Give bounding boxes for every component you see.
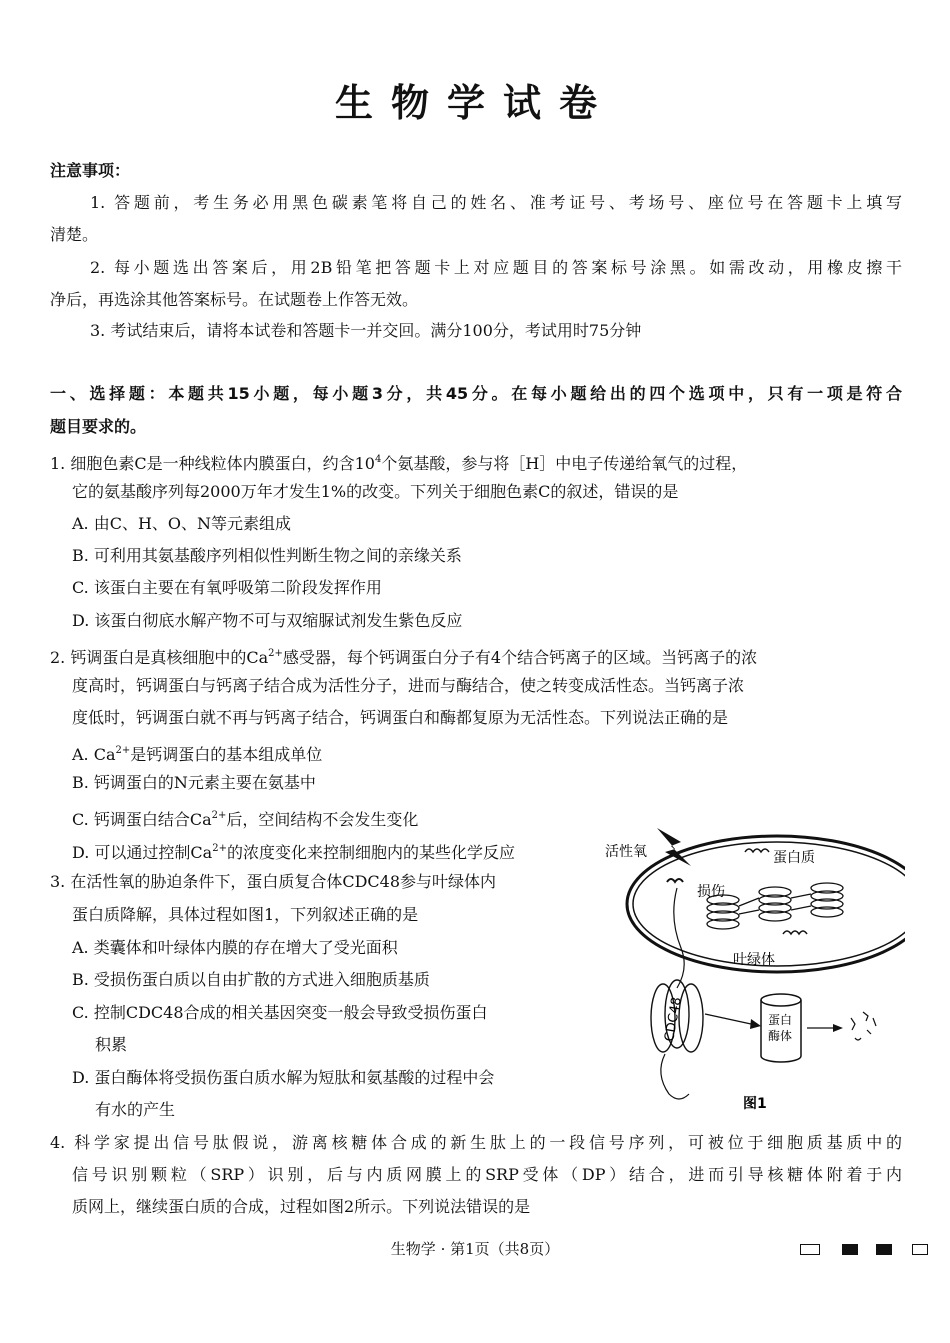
label-protein: 蛋白质: [773, 850, 815, 866]
q1-stem-part-a: 1. 细胞色素C是一种线粒体内膜蛋白，约含10: [50, 454, 375, 473]
figure-1-diagram: [605, 822, 905, 1114]
q1-stem-superscript: 4: [374, 454, 382, 465]
proteasome-icon: [761, 994, 801, 1062]
figure-caption: 图1: [743, 1096, 767, 1112]
q3-option-c: C. 控制CDC48合成的相关基因突变一般会导致受损伤蛋白: [72, 1003, 488, 1022]
thylakoid-stacks: [707, 883, 843, 929]
label-proteasome-1: 蛋白: [768, 1013, 793, 1027]
label-damage: 损伤: [697, 884, 725, 900]
peptide-fragments-icon: [851, 1012, 876, 1040]
notice-item-2-cont: 净后，再选涂其他答案标号。在试题卷上作答无效。: [50, 290, 419, 309]
q1-option-b: B. 可利用其氨基酸序列相似性判断生物之间的亲缘关系: [72, 546, 462, 565]
damaged-protein-icon: [667, 879, 683, 882]
q3-option-c-cont: 积累: [95, 1035, 128, 1054]
q3-option-d: D. 蛋白酶体将受损伤蛋白质水解为短肽和氨基酸的过程中会: [72, 1068, 495, 1087]
q3-stem-line1: 3. 在活性氧的胁迫条件下，蛋白质复合体CDC48参与叶绿体内: [50, 872, 497, 891]
q2-option-a: [72, 740, 322, 766]
q2-option-a-part-b: 是钙调蛋白的基本组成单位: [130, 745, 323, 764]
print-mark-hollow-2: [912, 1244, 928, 1255]
damaged-protein-chain: [674, 888, 684, 988]
print-marks: [800, 1240, 940, 1260]
q2-option-a-part-a: A. Ca: [72, 745, 116, 764]
figure-1: [605, 822, 905, 1114]
q2-stem-line1: [50, 643, 757, 669]
q2-option-d-part-b: 的浓度变化来控制细胞内的某些化学反应: [226, 843, 515, 862]
q2-option-c-superscript: 2+: [211, 810, 227, 821]
q3-stem-line2: 蛋白质降解，具体过程如图1，下列叙述正确的是: [72, 905, 419, 924]
print-mark-filled-2: [876, 1244, 892, 1255]
q4-stem-line3: 质网上，继续蛋白质的合成，过程如图2所示。下列说法错误的是: [72, 1197, 531, 1216]
print-mark-filled: [842, 1244, 858, 1255]
q2-stem-superscript: 2+: [268, 648, 283, 659]
notice-heading: 注意事项：: [50, 161, 131, 180]
q2-option-c-part-a: C. 钙调蛋白结合Ca: [72, 810, 212, 829]
notice-item-2: 2. 每小题选出答案后，用2B铅笔把答题卡上对应题目的答案标号涂黑。如需改动，用橡皮擦干: [90, 258, 902, 277]
arrow-to-proteasome: [705, 1014, 751, 1024]
notice-item-1-cont: 清楚。: [50, 225, 99, 244]
q1-option-a: A. 由C、H、O、N等元素组成: [72, 514, 292, 533]
page-footer: 生物学 · 第1页（共8页）: [390, 1240, 560, 1258]
q2-option-d-superscript: 2+: [212, 843, 227, 854]
label-chloroplast: 叶绿体: [733, 952, 775, 968]
notice-item-3: 3. 考试结束后，请将本试卷和答题卡一并交回。满分100分，考试用时75分钟: [90, 321, 642, 340]
arrow-head: [750, 1019, 761, 1029]
q2-option-a-superscript: 2+: [115, 745, 131, 756]
q2-stem-line2: 度高时，钙调蛋白与钙离子结合成为活性分子，进而与酶结合，使之转变成活性态。当钙离子浓: [72, 676, 745, 695]
page-title: 生物学试卷: [334, 81, 615, 125]
q3-option-a: A. 类囊体和叶绿体内膜的存在增大了受光面积: [72, 938, 398, 957]
q1-option-d: D. 该蛋白彻底水解产物不可与双缩脲试剂发生紫色反应: [72, 611, 463, 630]
q2-stem-part-b: 感受器，每个钙调蛋白分子有4个结合钙离子的区域。当钙离子的浓: [282, 648, 758, 667]
section-heading: 一、选择题：本题共15小题，每小题3分，共45分。在每小题给出的四个选项中，只有一项是符合: [50, 384, 902, 403]
q2-stem-line3: 度低时，钙调蛋白就不再与钙离子结合，钙调蛋白和酶都复原为无活性态。下列说法正确的是: [72, 708, 729, 727]
q3-option-b: B. 受损伤蛋白质以自由扩散的方式进入细胞质基质: [72, 970, 430, 989]
q1-stem-line2: 它的氨基酸序列每2000万年才发生1%的改变。下列关于细胞色素C的叙述，错误的是: [72, 482, 679, 501]
protein-coil-icon: [745, 849, 769, 852]
q2-option-d-part-a: D. 可以通过控制Ca: [72, 843, 213, 862]
q2-stem-part-a: 2. 钙调蛋白是真核细胞中的Ca: [50, 648, 269, 667]
print-mark-hollow: [800, 1244, 820, 1255]
q1-option-c: C. 该蛋白主要在有氧呼吸第二阶段发挥作用: [72, 578, 382, 597]
label-proteasome-2: 酶体: [768, 1029, 793, 1043]
q2-option-b: B. 钙调蛋白的N元素主要在氨基中: [72, 773, 316, 792]
q4-stem-line2: 信号识别颗粒（SRP）识别，后与内质网膜上的SRP受体（DP）结合，进而引导核糖体附着于内: [72, 1165, 902, 1184]
arrow-head-2: [833, 1024, 843, 1032]
q1-stem-line1: [50, 449, 747, 475]
section-heading-cont: 题目要求的。: [50, 417, 147, 436]
protein-chain-exit: [661, 1054, 689, 1099]
label-ros: 活性氧: [605, 844, 647, 860]
q4-stem-line1: 4. 科学家提出信号肽假说，游离核糖体合成的新生肽上的一段信号序列，可被位于细胞质基质中的: [50, 1133, 902, 1152]
notice-item-1: 1. 答题前，考生务必用黑色碳素笔将自己的姓名、准考证号、考场号、座位号在答题卡上填写: [90, 193, 902, 212]
label-cdc48: CDC48: [662, 996, 685, 1043]
protein-coil-icon-2: [783, 931, 807, 934]
q2-option-c: [72, 805, 418, 831]
q2-option-d: [72, 838, 515, 864]
q3-option-d-cont: 有水的产生: [95, 1100, 176, 1119]
q2-option-c-part-b: 后，空间结构不会发生变化: [226, 810, 419, 829]
q1-stem-part-b: 个氨基酸，参与将［H］中电子传递给氧气的过程，: [381, 454, 748, 473]
